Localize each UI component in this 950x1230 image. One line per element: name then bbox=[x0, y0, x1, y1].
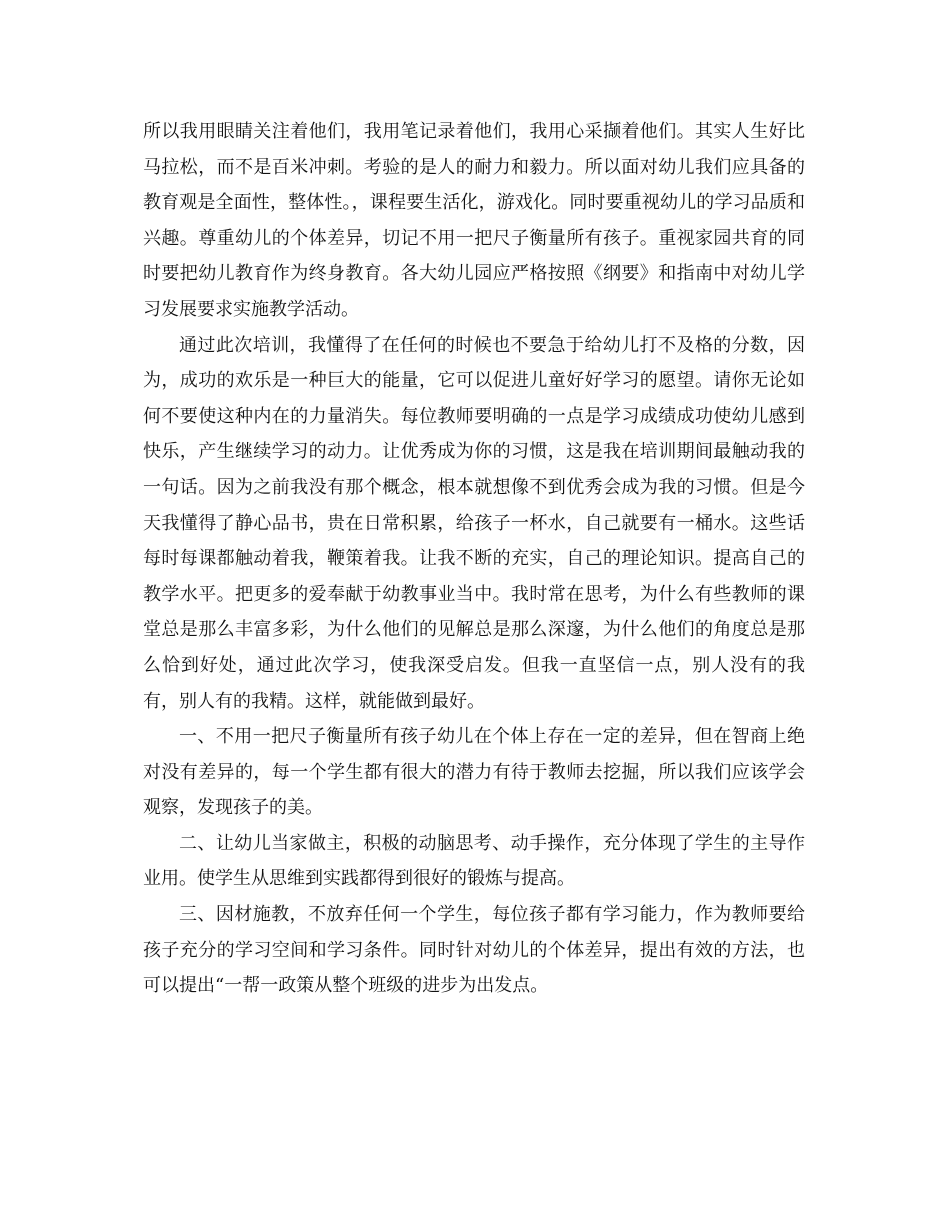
paragraph-3: 一、不用一把尺子衡量所有孩子幼儿在个体上存在一定的差异，但在智商上绝对没有差异的，每一个学生都有很大的潜力有待于教师去挖掘，所以我们应该学会观察，发现孩子的美。 bbox=[143, 726, 805, 819]
paragraph-2: 通过此次培训，我懂得了在任何的时候也不要急于给幼儿打不及格的分数，因为，成功的欢乐是一种巨大的能量，它可以促进儿童好好学习的愿望。请你无论如何不要使这种内在的力量消失。每位教师要明确的一点是学习成绩成功使幼儿感到快乐，产生继续学习的动力。让优秀成为你的习惯，这是我在培训期间最触动我的一句话。因为之前我没有那个概念，根本就想像不到优秀会成为我的习惯。但是今天我懂得了静心品书，贵在日常积累，给孩子一杯水，自己就要有一桶水。这些话每时每课都触动着我，鞭策着我。让我不断的充实，自己的理论知识。提高自己的教学水平。把更多的爱奉献于幼教事业当中。我时常在思考，为什么有些教师的课堂总是那么丰富多彩，为什么他们的见解总是那么深邃，为什么他们的角度总是那么恰到好处，通过此次学习，使我深受启发。但我一直坚信一点，别人没有的我有，别人有的我精。这样，就能做到最好。 bbox=[143, 334, 805, 712]
paragraph-4: 二、让幼儿当家做主，积极的动脑思考、动手操作，充分体现了学生的主导作业用。使学生从思维到实践都得到很好的锻炼与提高。 bbox=[143, 832, 805, 890]
paragraph-1: 所以我用眼睛关注着他们，我用笔记录着他们，我用心采撷着他们。其实人生好比马拉松，而不是百米冲刺。考验的是人的耐力和毅力。所以面对幼儿我们应具备的教育观是全面性，整体性。，课程要生活化，游戏化。同时要重视幼儿的学习品质和兴趣。尊重幼儿的个体差异，切记不用一把尺子衡量所有孩子。重视家园共育的同时要把幼儿教育作为终身教育。各大幼儿园应严格按照《纲要》和指南中对幼儿学习发展要求实施教学活动。 bbox=[143, 121, 805, 320]
paragraph-5: 三、因材施教，不放弃任何一个学生，每位孩子都有学习能力，作为教师要给孩子充分的学习空间和学习条件。同时针对幼儿的个体差异，提出有效的方法，也可以提出“一帮一政策从整个班级的进步为出发点。 bbox=[143, 904, 805, 997]
document-body bbox=[143, 114, 805, 1004]
